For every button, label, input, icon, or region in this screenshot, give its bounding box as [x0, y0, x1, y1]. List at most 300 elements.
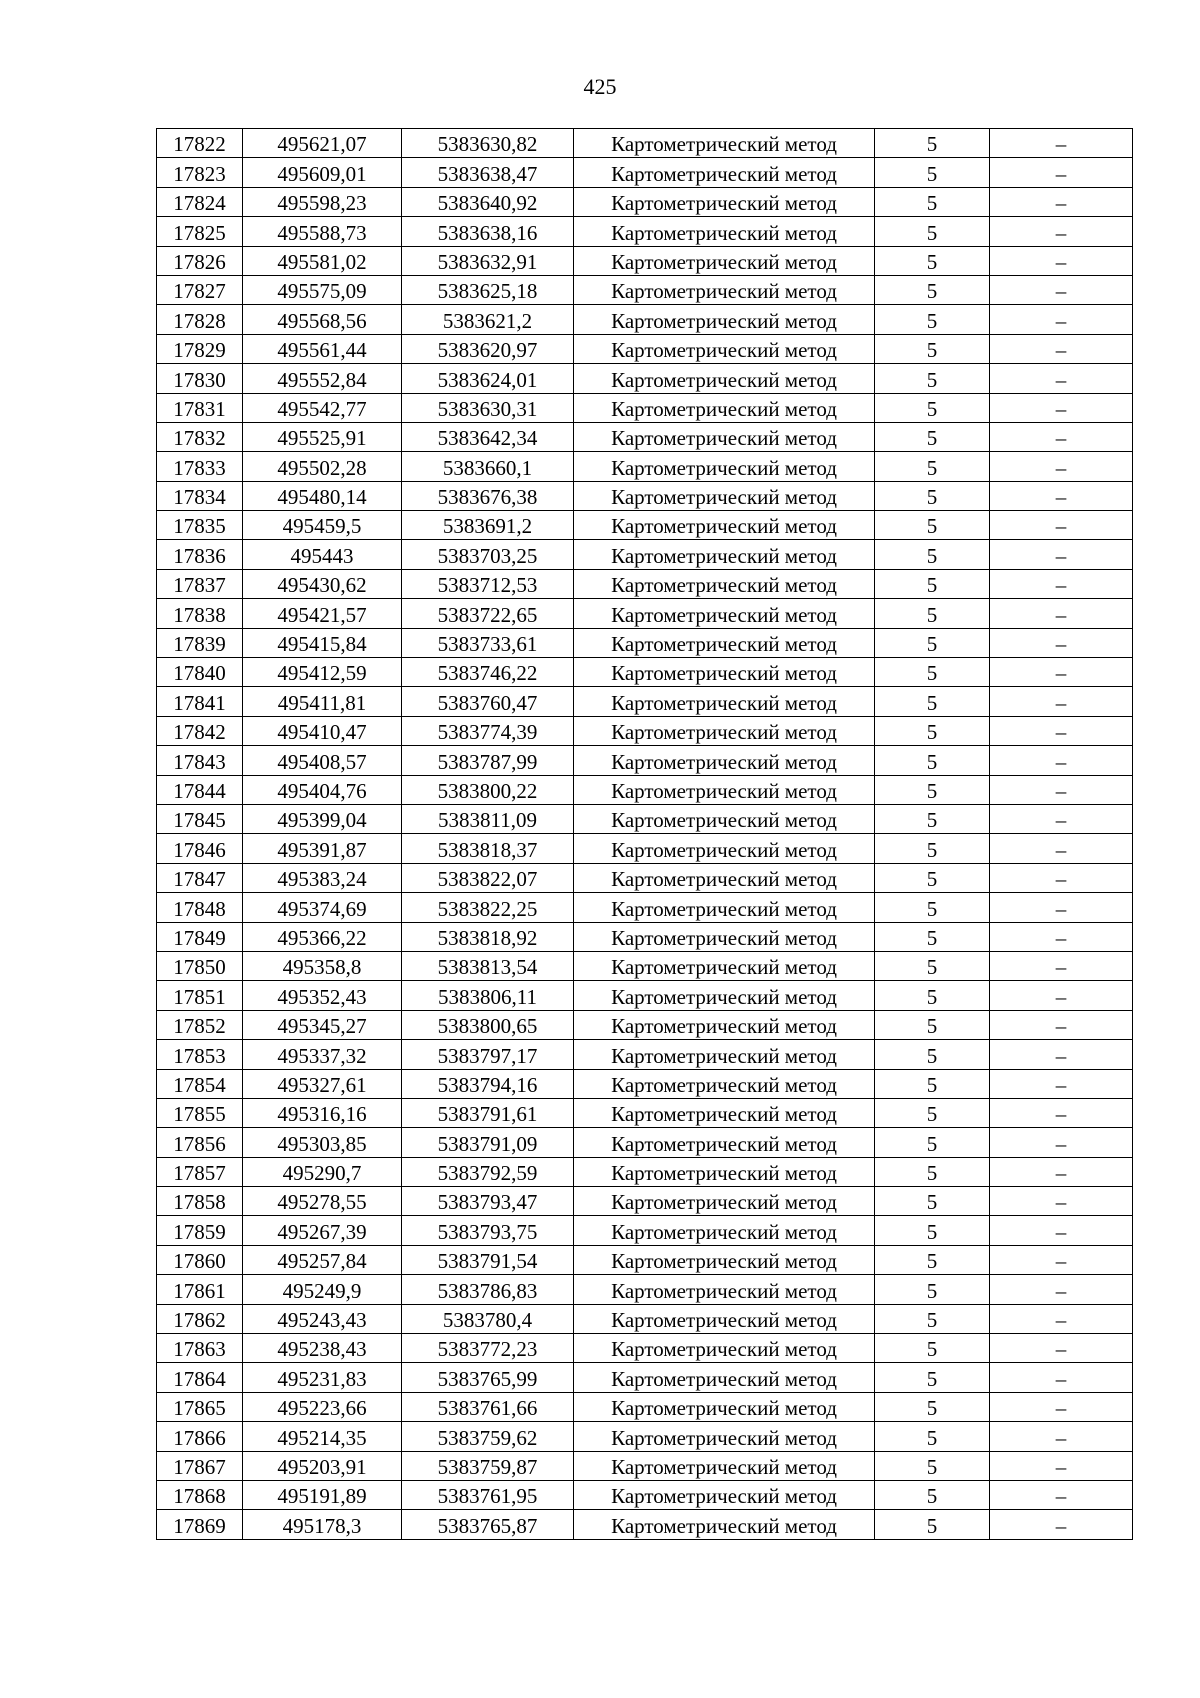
x-coordinate-cell: 495316,16	[243, 1098, 402, 1127]
accuracy-cell: 5	[875, 422, 990, 451]
point-number-cell: 17825	[157, 217, 243, 246]
point-number-cell: 17860	[157, 1245, 243, 1274]
y-coordinate-cell: 5383811,09	[402, 804, 574, 833]
point-number-cell: 17827	[157, 275, 243, 304]
accuracy-cell: 5	[875, 658, 990, 687]
point-number-cell: 17837	[157, 569, 243, 598]
accuracy-cell: 5	[875, 1480, 990, 1509]
y-coordinate-cell: 5383630,31	[402, 393, 574, 422]
table-row	[157, 1275, 1133, 1304]
point-number-cell: 17851	[157, 981, 243, 1010]
method-cell: Картометрический метод	[574, 716, 875, 745]
y-coordinate-cell: 5383759,87	[402, 1451, 574, 1480]
point-number-cell: 17826	[157, 246, 243, 275]
point-number-cell: 17846	[157, 834, 243, 863]
y-coordinate-cell: 5383822,25	[402, 893, 574, 922]
table-row	[157, 1040, 1133, 1069]
y-coordinate-cell: 5383791,09	[402, 1128, 574, 1157]
y-coordinate-cell: 5383792,59	[402, 1157, 574, 1186]
table-row	[157, 187, 1133, 216]
table-row	[157, 951, 1133, 980]
y-coordinate-cell: 5383761,95	[402, 1480, 574, 1509]
accuracy-cell: 5	[875, 393, 990, 422]
x-coordinate-cell: 495178,3	[243, 1510, 402, 1539]
table-row	[157, 1304, 1133, 1333]
x-coordinate-cell: 495337,32	[243, 1040, 402, 1069]
table-row	[157, 540, 1133, 569]
description-cell: –	[990, 804, 1133, 833]
y-coordinate-cell: 5383660,1	[402, 452, 574, 481]
accuracy-cell: 5	[875, 1363, 990, 1392]
accuracy-cell: 5	[875, 687, 990, 716]
method-cell: Картометрический метод	[574, 1157, 875, 1186]
table-row	[157, 364, 1133, 393]
description-cell: –	[990, 1275, 1133, 1304]
description-cell: –	[990, 1069, 1133, 1098]
accuracy-cell: 5	[875, 1392, 990, 1421]
point-number-cell: 17859	[157, 1216, 243, 1245]
point-number-cell: 17850	[157, 951, 243, 980]
method-cell: Картометрический метод	[574, 364, 875, 393]
description-cell: –	[990, 716, 1133, 745]
accuracy-cell: 5	[875, 364, 990, 393]
point-number-cell: 17852	[157, 1010, 243, 1039]
method-cell: Картометрический метод	[574, 775, 875, 804]
x-coordinate-cell: 495430,62	[243, 569, 402, 598]
y-coordinate-cell: 5383624,01	[402, 364, 574, 393]
x-coordinate-cell: 495542,77	[243, 393, 402, 422]
method-cell: Картометрический метод	[574, 187, 875, 216]
x-coordinate-cell: 495327,61	[243, 1069, 402, 1098]
x-coordinate-cell: 495203,91	[243, 1451, 402, 1480]
table-row	[157, 716, 1133, 745]
accuracy-cell: 5	[875, 511, 990, 540]
y-coordinate-cell: 5383791,61	[402, 1098, 574, 1127]
table-row	[157, 1334, 1133, 1363]
point-number-cell: 17866	[157, 1422, 243, 1451]
table-row	[157, 1128, 1133, 1157]
point-number-cell: 17844	[157, 775, 243, 804]
accuracy-cell: 5	[875, 1216, 990, 1245]
y-coordinate-cell: 5383722,65	[402, 599, 574, 628]
description-cell: –	[990, 1451, 1133, 1480]
y-coordinate-cell: 5383791,54	[402, 1245, 574, 1274]
method-cell: Картометрический метод	[574, 1334, 875, 1363]
method-cell: Картометрический метод	[574, 452, 875, 481]
y-coordinate-cell: 5383638,47	[402, 158, 574, 187]
y-coordinate-cell: 5383765,99	[402, 1363, 574, 1392]
y-coordinate-cell: 5383822,07	[402, 863, 574, 892]
x-coordinate-cell: 495443	[243, 540, 402, 569]
description-cell: –	[990, 775, 1133, 804]
method-cell: Картометрический метод	[574, 511, 875, 540]
method-cell: Картометрический метод	[574, 1510, 875, 1539]
description-cell: –	[990, 1334, 1133, 1363]
table-row	[157, 129, 1133, 158]
y-coordinate-cell: 5383761,66	[402, 1392, 574, 1421]
table-row	[157, 1098, 1133, 1127]
accuracy-cell: 5	[875, 599, 990, 628]
accuracy-cell: 5	[875, 922, 990, 951]
x-coordinate-cell: 495459,5	[243, 511, 402, 540]
description-cell: –	[990, 481, 1133, 510]
table-row	[157, 981, 1133, 1010]
point-number-cell: 17832	[157, 422, 243, 451]
y-coordinate-cell: 5383797,17	[402, 1040, 574, 1069]
y-coordinate-cell: 5383800,22	[402, 775, 574, 804]
x-coordinate-cell: 495358,8	[243, 951, 402, 980]
y-coordinate-cell: 5383638,16	[402, 217, 574, 246]
x-coordinate-cell: 495374,69	[243, 893, 402, 922]
table-row	[157, 893, 1133, 922]
y-coordinate-cell: 5383818,92	[402, 922, 574, 951]
table-row	[157, 334, 1133, 363]
point-number-cell: 17865	[157, 1392, 243, 1421]
method-cell: Картометрический метод	[574, 1069, 875, 1098]
method-cell: Картометрический метод	[574, 863, 875, 892]
description-cell: –	[990, 452, 1133, 481]
method-cell: Картометрический метод	[574, 1216, 875, 1245]
y-coordinate-cell: 5383786,83	[402, 1275, 574, 1304]
y-coordinate-cell: 5383794,16	[402, 1069, 574, 1098]
x-coordinate-cell: 495609,01	[243, 158, 402, 187]
accuracy-cell: 5	[875, 217, 990, 246]
x-coordinate-cell: 495249,9	[243, 1275, 402, 1304]
description-cell: –	[990, 1010, 1133, 1039]
point-number-cell: 17856	[157, 1128, 243, 1157]
accuracy-cell: 5	[875, 1069, 990, 1098]
x-coordinate-cell: 495568,56	[243, 305, 402, 334]
method-cell: Картометрический метод	[574, 1098, 875, 1127]
point-number-cell: 17842	[157, 716, 243, 745]
accuracy-cell: 5	[875, 305, 990, 334]
table-row	[157, 275, 1133, 304]
method-cell: Картометрический метод	[574, 1010, 875, 1039]
point-number-cell: 17840	[157, 658, 243, 687]
method-cell: Картометрический метод	[574, 217, 875, 246]
accuracy-cell: 5	[875, 746, 990, 775]
x-coordinate-cell: 495223,66	[243, 1392, 402, 1421]
accuracy-cell: 5	[875, 275, 990, 304]
method-cell: Картометрический метод	[574, 393, 875, 422]
description-cell: –	[990, 364, 1133, 393]
y-coordinate-cell: 5383780,4	[402, 1304, 574, 1333]
description-cell: –	[990, 1157, 1133, 1186]
description-cell: –	[990, 422, 1133, 451]
coordinates-table-body	[157, 129, 1133, 1540]
table-row	[157, 393, 1133, 422]
accuracy-cell: 5	[875, 1010, 990, 1039]
x-coordinate-cell: 495391,87	[243, 834, 402, 863]
y-coordinate-cell: 5383691,2	[402, 511, 574, 540]
description-cell: –	[990, 951, 1133, 980]
description-cell: –	[990, 1392, 1133, 1421]
method-cell: Картометрический метод	[574, 804, 875, 833]
accuracy-cell: 5	[875, 951, 990, 980]
table-row	[157, 804, 1133, 833]
x-coordinate-cell: 495345,27	[243, 1010, 402, 1039]
description-cell: –	[990, 129, 1133, 158]
table-row	[157, 1392, 1133, 1421]
description-cell: –	[990, 217, 1133, 246]
method-cell: Картометрический метод	[574, 1392, 875, 1421]
description-cell: –	[990, 393, 1133, 422]
description-cell: –	[990, 863, 1133, 892]
point-number-cell: 17847	[157, 863, 243, 892]
method-cell: Картометрический метод	[574, 922, 875, 951]
table-row	[157, 1157, 1133, 1186]
point-number-cell: 17824	[157, 187, 243, 216]
y-coordinate-cell: 5383640,92	[402, 187, 574, 216]
x-coordinate-cell: 495352,43	[243, 981, 402, 1010]
y-coordinate-cell: 5383774,39	[402, 716, 574, 745]
table-row	[157, 305, 1133, 334]
accuracy-cell: 5	[875, 569, 990, 598]
accuracy-cell: 5	[875, 863, 990, 892]
accuracy-cell: 5	[875, 981, 990, 1010]
y-coordinate-cell: 5383630,82	[402, 129, 574, 158]
table-row	[157, 1187, 1133, 1216]
point-number-cell: 17864	[157, 1363, 243, 1392]
accuracy-cell: 5	[875, 1128, 990, 1157]
y-coordinate-cell: 5383760,47	[402, 687, 574, 716]
method-cell: Картометрический метод	[574, 129, 875, 158]
x-coordinate-cell: 495191,89	[243, 1480, 402, 1509]
method-cell: Картометрический метод	[574, 599, 875, 628]
table-row	[157, 1245, 1133, 1274]
x-coordinate-cell: 495421,57	[243, 599, 402, 628]
table-row	[157, 422, 1133, 451]
method-cell: Картометрический метод	[574, 1480, 875, 1509]
description-cell: –	[990, 1363, 1133, 1392]
description-cell: –	[990, 305, 1133, 334]
accuracy-cell: 5	[875, 246, 990, 275]
description-cell: –	[990, 158, 1133, 187]
description-cell: –	[990, 746, 1133, 775]
description-cell: –	[990, 1128, 1133, 1157]
point-number-cell: 17867	[157, 1451, 243, 1480]
point-number-cell: 17845	[157, 804, 243, 833]
y-coordinate-cell: 5383793,75	[402, 1216, 574, 1245]
table-row	[157, 1010, 1133, 1039]
point-number-cell: 17833	[157, 452, 243, 481]
table-row	[157, 746, 1133, 775]
accuracy-cell: 5	[875, 1422, 990, 1451]
description-cell: –	[990, 511, 1133, 540]
accuracy-cell: 5	[875, 1334, 990, 1363]
y-coordinate-cell: 5383772,23	[402, 1334, 574, 1363]
accuracy-cell: 5	[875, 540, 990, 569]
y-coordinate-cell: 5383759,62	[402, 1422, 574, 1451]
x-coordinate-cell: 495257,84	[243, 1245, 402, 1274]
accuracy-cell: 5	[875, 1098, 990, 1127]
x-coordinate-cell: 495238,43	[243, 1334, 402, 1363]
description-cell: –	[990, 246, 1133, 275]
method-cell: Картометрический метод	[574, 305, 875, 334]
method-cell: Картометрический метод	[574, 540, 875, 569]
method-cell: Картометрический метод	[574, 658, 875, 687]
point-number-cell: 17863	[157, 1334, 243, 1363]
point-number-cell: 17861	[157, 1275, 243, 1304]
table-row	[157, 775, 1133, 804]
point-number-cell: 17869	[157, 1510, 243, 1539]
table-row	[157, 599, 1133, 628]
accuracy-cell: 5	[875, 893, 990, 922]
accuracy-cell: 5	[875, 158, 990, 187]
description-cell: –	[990, 628, 1133, 657]
description-cell: –	[990, 1510, 1133, 1539]
table-row	[157, 217, 1133, 246]
description-cell: –	[990, 599, 1133, 628]
y-coordinate-cell: 5383712,53	[402, 569, 574, 598]
description-cell: –	[990, 658, 1133, 687]
x-coordinate-cell: 495415,84	[243, 628, 402, 657]
point-number-cell: 17848	[157, 893, 243, 922]
x-coordinate-cell: 495231,83	[243, 1363, 402, 1392]
x-coordinate-cell: 495621,07	[243, 129, 402, 158]
method-cell: Картометрический метод	[574, 275, 875, 304]
method-cell: Картометрический метод	[574, 687, 875, 716]
description-cell: –	[990, 687, 1133, 716]
method-cell: Картометрический метод	[574, 422, 875, 451]
description-cell: –	[990, 1304, 1133, 1333]
accuracy-cell: 5	[875, 804, 990, 833]
x-coordinate-cell: 495412,59	[243, 658, 402, 687]
x-coordinate-cell: 495561,44	[243, 334, 402, 363]
accuracy-cell: 5	[875, 187, 990, 216]
table-row	[157, 1363, 1133, 1392]
method-cell: Картометрический метод	[574, 246, 875, 275]
x-coordinate-cell: 495278,55	[243, 1187, 402, 1216]
accuracy-cell: 5	[875, 628, 990, 657]
accuracy-cell: 5	[875, 334, 990, 363]
description-cell: –	[990, 334, 1133, 363]
table-row	[157, 1216, 1133, 1245]
table-row	[157, 569, 1133, 598]
x-coordinate-cell: 495411,81	[243, 687, 402, 716]
x-coordinate-cell: 495366,22	[243, 922, 402, 951]
method-cell: Картометрический метод	[574, 1451, 875, 1480]
description-cell: –	[990, 834, 1133, 863]
x-coordinate-cell: 495502,28	[243, 452, 402, 481]
point-number-cell: 17868	[157, 1480, 243, 1509]
method-cell: Картометрический метод	[574, 1275, 875, 1304]
x-coordinate-cell: 495480,14	[243, 481, 402, 510]
table-row	[157, 658, 1133, 687]
y-coordinate-cell: 5383793,47	[402, 1187, 574, 1216]
table-row	[157, 481, 1133, 510]
table-row	[157, 452, 1133, 481]
description-cell: –	[990, 1098, 1133, 1127]
accuracy-cell: 5	[875, 129, 990, 158]
x-coordinate-cell: 495408,57	[243, 746, 402, 775]
x-coordinate-cell: 495383,24	[243, 863, 402, 892]
y-coordinate-cell: 5383703,25	[402, 540, 574, 569]
accuracy-cell: 5	[875, 452, 990, 481]
description-cell: –	[990, 1040, 1133, 1069]
y-coordinate-cell: 5383818,37	[402, 834, 574, 863]
x-coordinate-cell: 495290,7	[243, 1157, 402, 1186]
method-cell: Картометрический метод	[574, 1245, 875, 1274]
y-coordinate-cell: 5383632,91	[402, 246, 574, 275]
y-coordinate-cell: 5383765,87	[402, 1510, 574, 1539]
description-cell: –	[990, 187, 1133, 216]
description-cell: –	[990, 1245, 1133, 1274]
method-cell: Картометрический метод	[574, 1304, 875, 1333]
point-number-cell: 17839	[157, 628, 243, 657]
accuracy-cell: 5	[875, 1245, 990, 1274]
x-coordinate-cell: 495399,04	[243, 804, 402, 833]
point-number-cell: 17841	[157, 687, 243, 716]
description-cell: –	[990, 1187, 1133, 1216]
point-number-cell: 17829	[157, 334, 243, 363]
y-coordinate-cell: 5383813,54	[402, 951, 574, 980]
point-number-cell: 17854	[157, 1069, 243, 1098]
description-cell: –	[990, 893, 1133, 922]
table-row	[157, 246, 1133, 275]
method-cell: Картометрический метод	[574, 334, 875, 363]
accuracy-cell: 5	[875, 1040, 990, 1069]
point-number-cell: 17855	[157, 1098, 243, 1127]
x-coordinate-cell: 495410,47	[243, 716, 402, 745]
point-number-cell: 17862	[157, 1304, 243, 1333]
x-coordinate-cell: 495525,91	[243, 422, 402, 451]
point-number-cell: 17828	[157, 305, 243, 334]
method-cell: Картометрический метод	[574, 1040, 875, 1069]
point-number-cell: 17858	[157, 1187, 243, 1216]
point-number-cell: 17853	[157, 1040, 243, 1069]
y-coordinate-cell: 5383621,2	[402, 305, 574, 334]
accuracy-cell: 5	[875, 1275, 990, 1304]
description-cell: –	[990, 275, 1133, 304]
point-number-cell: 17823	[157, 158, 243, 187]
accuracy-cell: 5	[875, 481, 990, 510]
x-coordinate-cell: 495588,73	[243, 217, 402, 246]
table-row	[157, 158, 1133, 187]
method-cell: Картометрический метод	[574, 951, 875, 980]
table-row	[157, 863, 1133, 892]
table-row	[157, 922, 1133, 951]
accuracy-cell: 5	[875, 775, 990, 804]
x-coordinate-cell: 495581,02	[243, 246, 402, 275]
method-cell: Картометрический метод	[574, 1128, 875, 1157]
accuracy-cell: 5	[875, 1451, 990, 1480]
y-coordinate-cell: 5383746,22	[402, 658, 574, 687]
table-row	[157, 1510, 1133, 1539]
method-cell: Картометрический метод	[574, 158, 875, 187]
y-coordinate-cell: 5383620,97	[402, 334, 574, 363]
y-coordinate-cell: 5383787,99	[402, 746, 574, 775]
description-cell: –	[990, 981, 1133, 1010]
point-number-cell: 17857	[157, 1157, 243, 1186]
y-coordinate-cell: 5383642,34	[402, 422, 574, 451]
accuracy-cell: 5	[875, 1187, 990, 1216]
description-cell: –	[990, 540, 1133, 569]
table-row	[157, 834, 1133, 863]
table-row	[157, 1422, 1133, 1451]
table-row	[157, 1451, 1133, 1480]
coordinates-table	[156, 128, 1133, 1540]
method-cell: Картометрический метод	[574, 893, 875, 922]
description-cell: –	[990, 1216, 1133, 1245]
y-coordinate-cell: 5383800,65	[402, 1010, 574, 1039]
accuracy-cell: 5	[875, 716, 990, 745]
point-number-cell: 17834	[157, 481, 243, 510]
table-row	[157, 1480, 1133, 1509]
method-cell: Картометрический метод	[574, 981, 875, 1010]
accuracy-cell: 5	[875, 1304, 990, 1333]
point-number-cell: 17835	[157, 511, 243, 540]
